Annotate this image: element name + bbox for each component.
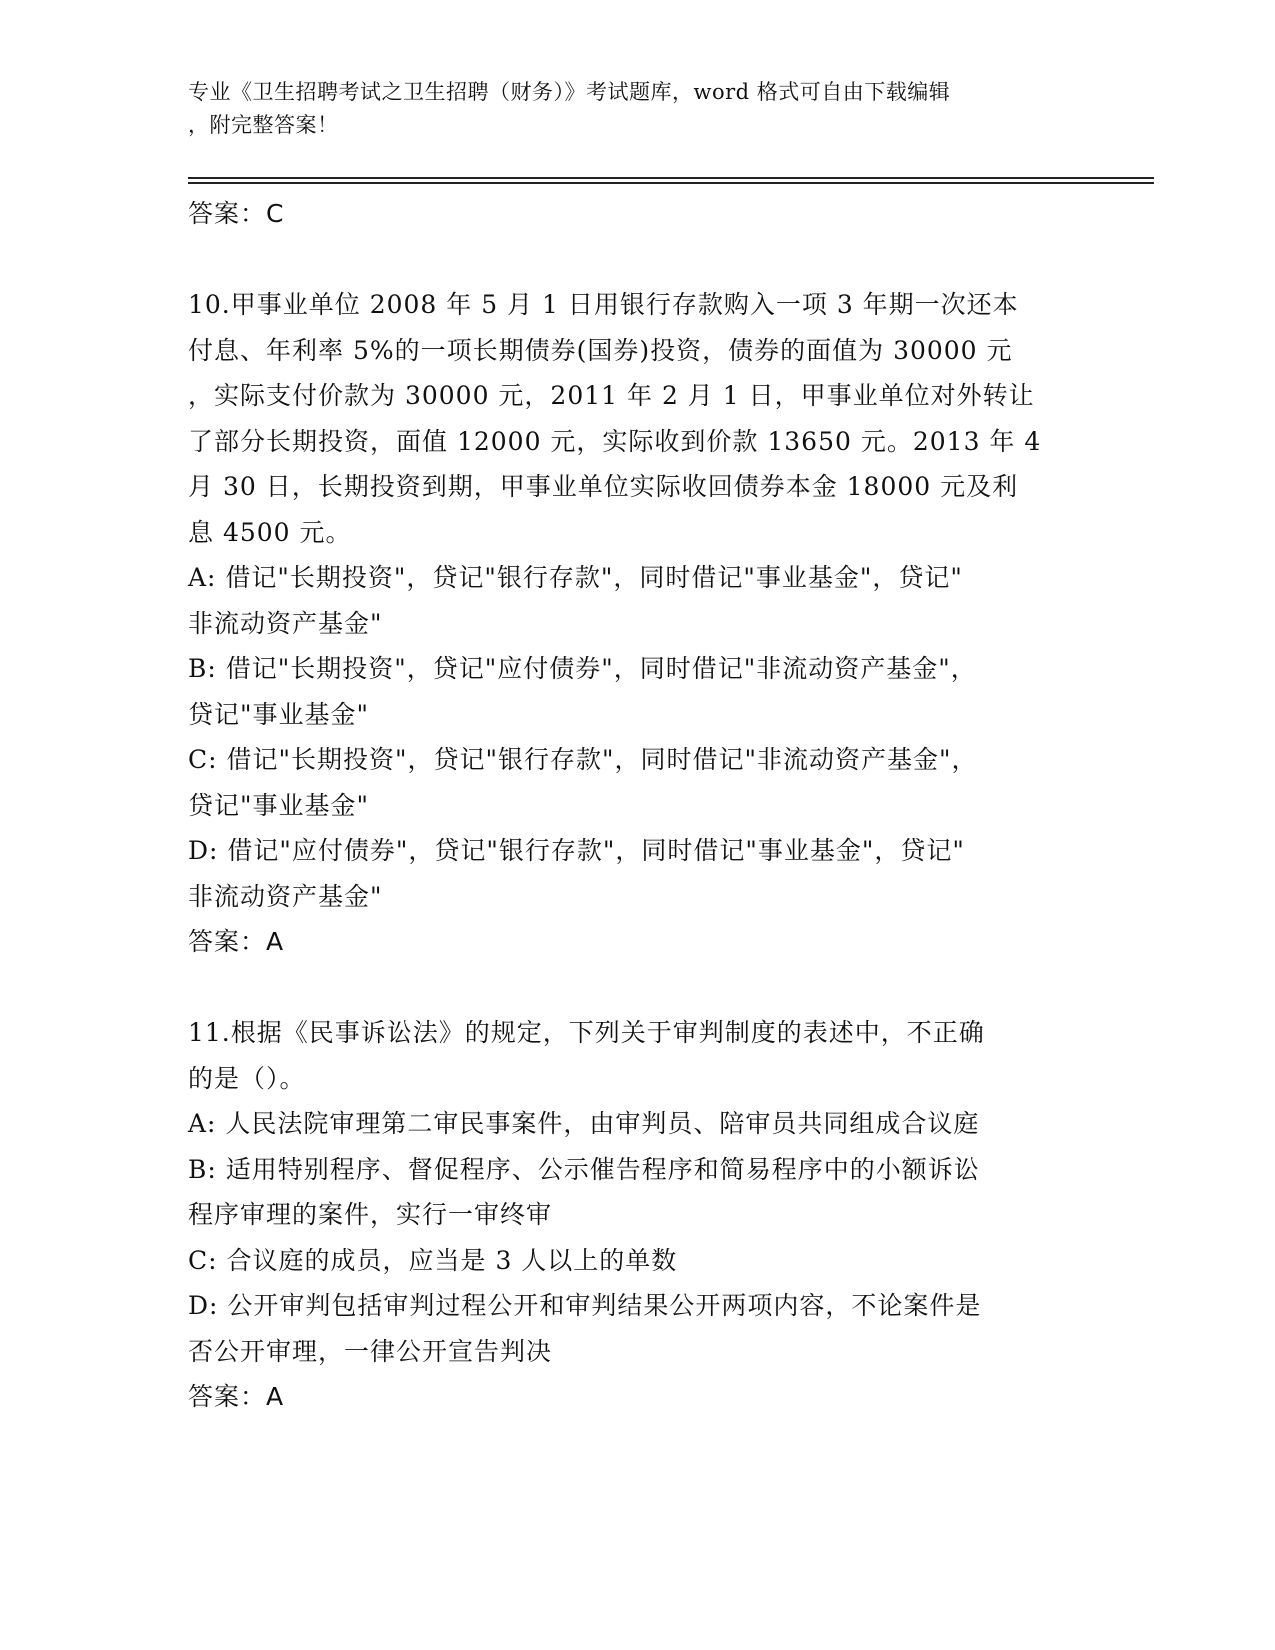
- option-d-continued: 否公开审理，一律公开宣告判决: [188, 1336, 553, 1366]
- question-10: [188, 282, 1088, 965]
- page-header: [188, 76, 1068, 142]
- question-stem: [188, 1010, 1088, 1101]
- option-c-continued: 贷记"事业基金": [188, 790, 369, 820]
- option-d: D: 借记"应付债券"，贷记"银行存款"，同时借记"事业基金"，贷记": [188, 836, 965, 865]
- option-c: C: 借记"长期投资"，贷记"银行存款"，同时借记"非流动资产基金"，: [188, 745, 978, 774]
- stem-line: 息 4500 元。: [188, 517, 352, 547]
- header-divider-top: [188, 177, 1154, 179]
- stem-line: 了部分长期投资，面值 12000 元，实际收到价款 13650 元。2013 年 4: [188, 426, 1042, 456]
- stem-line: ，实际支付价款为 30000 元，2011 年 2 月 1 日，甲事业单位对外转让: [188, 381, 1035, 410]
- option-a: A: 借记"长期投资"，贷记"银行存款"，同时借记"事业基金"，贷记": [188, 563, 963, 592]
- spacer: [188, 965, 1088, 1011]
- question-options: [188, 555, 1088, 919]
- option-b: B: 借记"长期投资"，贷记"应付债券"，同时借记"非流动资产基金"，: [188, 654, 977, 683]
- option-b-continued: 贷记"事业基金": [188, 699, 369, 729]
- stem-line: 的是（）。: [188, 1063, 306, 1093]
- option-b: B: 适用特别程序、督促程序、公示催告程序和简易程序中的小额诉讼: [188, 1154, 980, 1184]
- header-line-2: ，附完整答案！: [188, 113, 339, 137]
- stem-line: 10.甲事业单位 2008 年 5 月 1 日用银行存款购入一项 3 年期一次还本: [188, 290, 1019, 319]
- option-b-continued: 程序审理的案件，实行一审终审: [188, 1200, 553, 1229]
- question-answer: 答案：A: [188, 927, 285, 956]
- previous-answer: 答案：C: [188, 199, 285, 228]
- option-d: D: 公开审判包括审判过程公开和审判结果公开两项内容，不论案件是: [188, 1291, 982, 1320]
- option-a: A: 人民法院审理第二审民事案件，由审判员、陪审员共同组成合议庭: [188, 1109, 980, 1138]
- stem-line: 11.根据《民事诉讼法》的规定，下列关于审判制度的表述中，不正确: [188, 1018, 985, 1047]
- header-line-1: 专业《卫生招聘考试之卫生招聘（财务）》考试题库，word 格式可自由下载编辑: [188, 80, 951, 104]
- spacer: [188, 237, 1088, 283]
- main-content: [188, 191, 1088, 1420]
- header-divider-bottom: [188, 182, 1154, 184]
- stem-line: 月 30 日，长期投资到期，甲事业单位实际收回债券本金 18000 元及利: [188, 472, 1019, 501]
- question-11: [188, 1010, 1088, 1420]
- question-options: [188, 1101, 1088, 1374]
- option-c: C: 合议庭的成员，应当是 3 人以上的单数: [188, 1245, 678, 1275]
- option-d-continued: 非流动资产基金": [188, 881, 383, 911]
- question-answer: 答案：A: [188, 1382, 285, 1411]
- option-a-continued: 非流动资产基金": [188, 608, 383, 638]
- stem-line: 付息、年利率 5%的一项长期债券(国券)投资，债券的面值为 30000 元: [188, 335, 1013, 365]
- question-stem: [188, 282, 1088, 555]
